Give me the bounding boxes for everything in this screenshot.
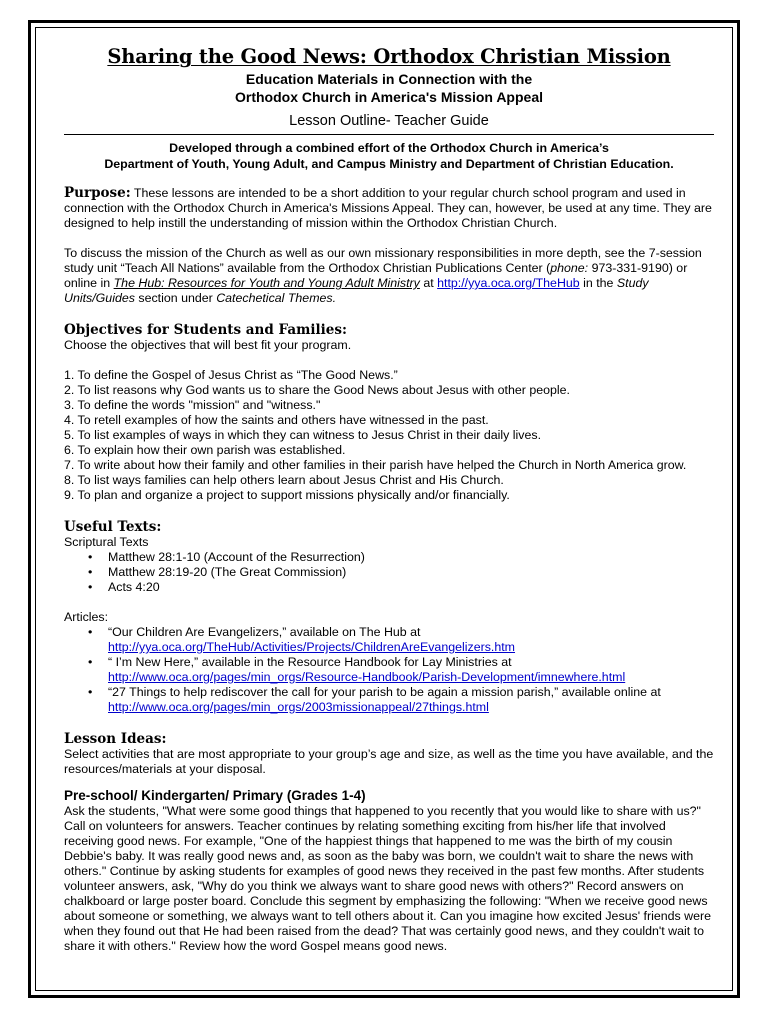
article-link[interactable]: http://www.oca.org/pages/min_orgs/2003missionappeal/27things.html	[108, 700, 489, 714]
article-link[interactable]: http://www.oca.org/pages/min_orgs/Resource-Handbook/Parish-Development/imnewhere.html	[108, 670, 626, 684]
preschool-paragraph: Ask the students, "What were some good things that happened to you recently that you would like to share with us?" Call on volunteers for answers. Teacher continues by relating something exciting from his/her life that involved receiving good news. For example, "One of the happiest things that happened to me was the birth of my cousin Debbie's baby. It was really good news and, as soon as the baby was born, we couldn't wait to share the news with others." Continue by asking students for examples of good news they received in the past few months. After students volunteer answers, ask, "Why do you think we always want to share good news with others?" Record answers on chalkboard or large poster board. Conclude this segment by emphasizing the following: "When we receive good news about someone or something, we always want to tell others about it. Can you imagine how excited Jesus' friends were when they found out that He had been raised from the dead? That was certainly good news, and they couldn't wait to share it with others." Review how the word Gospel means good news.	[64, 804, 712, 953]
list-item: 2. To list reasons why God wants us to share the Good News about Jesus with other people.	[64, 383, 571, 397]
study-unit-text: To discuss the mission of the Church as well as our own missionary responsibilities in more depth, see the 7-session study unit “Teach All Nations” available from the Orthodox Christian Publications Center (	[64, 246, 702, 275]
in-the-text: in the	[579, 276, 617, 290]
hub-link[interactable]: http://yya.oca.org/TheHub	[437, 276, 580, 290]
purpose-paragraph	[64, 186, 714, 231]
list-item: 8. To list ways families can help others learn about Jesus Christ and His Church.	[64, 473, 504, 487]
study-unit-paragraph	[64, 246, 714, 306]
subtitle-line-2: Orthodox Church in America's Mission Appeal	[234, 89, 543, 105]
article-text: “ I’m New Here,” available in the Resource Handbook for Lay Ministries at	[108, 655, 512, 669]
section-under-text: section under	[134, 291, 217, 305]
useful-texts-heading: Useful Texts:	[64, 519, 162, 535]
articles-label: Articles:	[64, 610, 109, 624]
objectives-heading: Objectives for Students and Families:	[64, 322, 347, 338]
objectives-list	[64, 368, 714, 503]
phone-number: 973-331-9190) or online in	[64, 261, 688, 290]
list-item: 7. To write about how their family and other families in their parish have helped the Church in North America grow.	[64, 458, 687, 472]
preschool-heading: Pre-school/ Kindergarten/ Primary (Grades 1-4)	[64, 788, 366, 803]
lesson-ideas-heading: Lesson Ideas:	[64, 731, 167, 747]
article-text: “Our Children Are Evangelizers,” available on The Hub at	[108, 625, 421, 639]
list-item	[108, 655, 714, 685]
list-item: 4. To retell examples of how the saints and others have witnessed in the past.	[64, 413, 489, 427]
list-item: 1. To define the Gospel of Jesus Christ as “The Good News.”	[64, 368, 398, 382]
articles-list	[64, 625, 714, 715]
list-item	[108, 685, 714, 715]
guide-title: Lesson Outline- Teacher Guide	[289, 113, 489, 129]
developed-line-1: Developed through a combined effort of the Orthodox Church in America’s	[169, 141, 609, 155]
phone-label: phone:	[550, 261, 589, 275]
scriptural-list	[64, 550, 714, 595]
document-title: Sharing the Good News: Orthodox Christian Mission	[107, 45, 671, 68]
article-text: “27 Things to help rediscover the call for your parish to be again a mission parish,” available online at	[108, 685, 661, 699]
list-item: • Matthew 28:19-20 (The Great Commission)	[108, 565, 714, 580]
subtitle-line-1: Education Materials in Connection with the	[245, 71, 533, 87]
list-item: 5. To list examples of ways in which they can witness to Jesus Christ in their daily lives.	[64, 428, 542, 442]
list-item: 9. To plan and organize a project to support missions physically and/or financially.	[64, 488, 510, 502]
developed-line-2: Department of Youth, Young Adult, and Campus Ministry and Department of Christian Education.	[104, 157, 674, 171]
at-text: at	[419, 276, 438, 290]
list-item	[108, 625, 714, 655]
lesson-ideas-intro: Select activities that are most appropriate to your group’s age and size, as well as the time you have available, and the resources/materials at your disposal.	[64, 747, 714, 776]
article-link[interactable]: http://yya.oca.org/TheHub/Activities/Projects/ChildrenAreEvangelizers.htm	[108, 640, 516, 654]
purpose-heading: Purpose:	[64, 185, 131, 201]
objectives-intro: Choose the objectives that will best fit your program.	[64, 338, 352, 352]
list-item: 3. To define the words "mission" and "witness."	[64, 398, 321, 412]
catechetical-text: Catechetical Themes.	[216, 291, 337, 305]
document-body	[64, 44, 714, 954]
study-units-text: Study Units/Guides	[64, 276, 649, 305]
purpose-text: These lessons are intended to be a short addition to your regular church school program and used in connection with the Orthodox Church in America's Missions Appeal. They can, however, be used at any time. They are designed to help instill the understanding of mission within the Orthodox Christian Church.	[64, 186, 712, 230]
list-item: • Acts 4:20	[108, 580, 714, 595]
list-item: • Matthew 28:1-10 (Account of the Resurrection)	[108, 550, 714, 565]
scriptural-label: Scriptural Texts	[64, 535, 149, 549]
horizontal-rule	[64, 134, 714, 135]
list-item: 6. To explain how their own parish was established.	[64, 443, 346, 457]
hub-title: The Hub: Resources for Youth and Young Adult Ministry	[113, 276, 420, 290]
